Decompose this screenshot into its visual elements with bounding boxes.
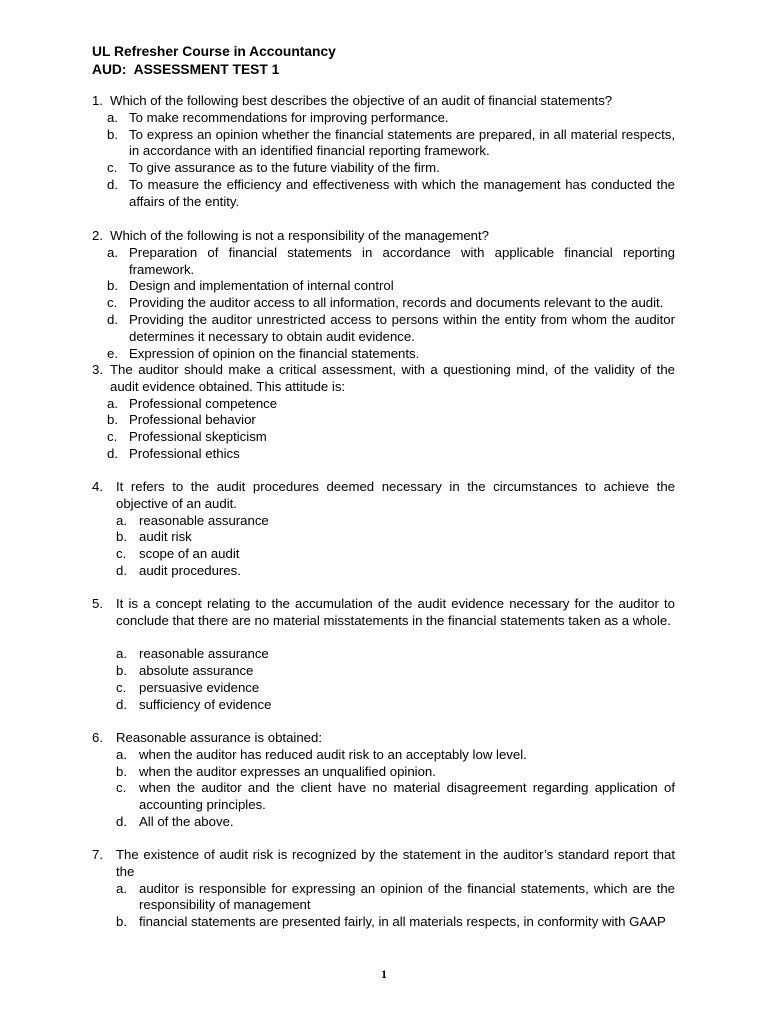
option-a: a. auditor is responsible for expressing an opinion of the financial statements, which are the responsibility of management	[116, 880, 675, 913]
option-d: d. Professional ethics	[107, 445, 240, 461]
question-1	[92, 93, 675, 211]
document-header	[92, 43, 336, 78]
option-c: c. persuasive evidence	[116, 679, 260, 695]
question-2	[92, 228, 675, 362]
option-b: b. To express an opinion whether the financial statements are prepared, in all material respects, in accordance with an identified financial reporting framework.	[107, 126, 675, 159]
option-b: b. audit risk	[116, 529, 192, 545]
option-d: d. audit procedures.	[116, 562, 241, 578]
option-b: b. Design and implementation of internal control	[107, 278, 394, 294]
option-b: b. financial statements are presented fairly, in all materials respects, in conformity with GAAP	[116, 914, 666, 930]
option-a: a. Professional competence	[107, 395, 278, 411]
option-a: a. Preparation of financial statements in accordance with applicable financial reporting framework.	[107, 244, 675, 277]
question-text: The auditor should make a critical assessment, with a questioning mind, of the validity of the audit evidence obtained. This attitude is:	[110, 362, 675, 394]
question-number: 5.	[92, 596, 103, 611]
question-text: It is a concept relating to the accumulation of the audit evidence necessary for the auditor to conclude that there are no material misstatements in the financial statements taken as a whole.	[116, 596, 675, 628]
question-text: Which of the following is not a responsibility of the management?	[110, 228, 489, 243]
option-b: b. absolute assurance	[116, 663, 254, 679]
question-number: 2.	[92, 228, 103, 243]
question-number: 1.	[92, 93, 103, 108]
question-4	[92, 479, 675, 580]
question-number: 7.	[92, 847, 103, 862]
question-text: It refers to the audit procedures deemed necessary in the circumstances to achieve the objective of an audit.	[116, 479, 675, 511]
option-d: d. Providing the auditor unrestricted access to persons within the entity from whom the auditor determines it necessary to obtain audit evidence.	[107, 311, 675, 344]
option-d: d. All of the above.	[116, 813, 234, 829]
option-c: c. when the auditor and the client have no material disagreement regarding application of accounting principles.	[116, 780, 675, 813]
option-d: d. To measure the efficiency and effectiveness with which the management has conducted the affairs of the entity.	[107, 176, 675, 209]
option-a: a. reasonable assurance	[116, 512, 269, 528]
course-title: UL Refresher Course in Accountancy	[92, 44, 336, 59]
question-6	[92, 730, 675, 831]
question-text: Which of the following best describes the objective of an audit of financial statements?	[110, 93, 613, 108]
question-3	[92, 362, 675, 463]
option-c: c. Professional skepticism	[107, 429, 267, 445]
option-c: c. To give assurance as to the future viability of the firm.	[107, 160, 440, 176]
page-number: 1	[381, 967, 387, 981]
question-number: 4.	[92, 479, 103, 494]
option-b: b. when the auditor expresses an unqualified opinion.	[116, 763, 436, 779]
question-text: The existence of audit risk is recognized by the statement in the auditor’s standard report that the	[116, 847, 675, 879]
test-title: AUD: ASSESSMENT TEST 1	[92, 61, 280, 77]
option-a: a. reasonable assurance	[116, 646, 269, 662]
option-c: c. Providing the auditor access to all information, records and documents relevant to the audit.	[107, 295, 664, 311]
option-e: e. Expression of opinion on the financial statements.	[107, 345, 420, 361]
question-5	[92, 596, 675, 714]
question-7	[92, 847, 675, 931]
option-b: b. Professional behavior	[107, 412, 256, 428]
question-text: Reasonable assurance is obtained:	[116, 730, 323, 745]
option-a: a. when the auditor has reduced audit risk to an acceptably low level.	[116, 746, 527, 762]
question-number: 3.	[92, 362, 103, 377]
option-a: a. To make recommendations for improving performance.	[107, 109, 449, 125]
option-c: c. scope of an audit	[116, 546, 240, 562]
option-d: d. sufficiency of evidence	[116, 696, 272, 712]
question-number: 6.	[92, 730, 103, 745]
